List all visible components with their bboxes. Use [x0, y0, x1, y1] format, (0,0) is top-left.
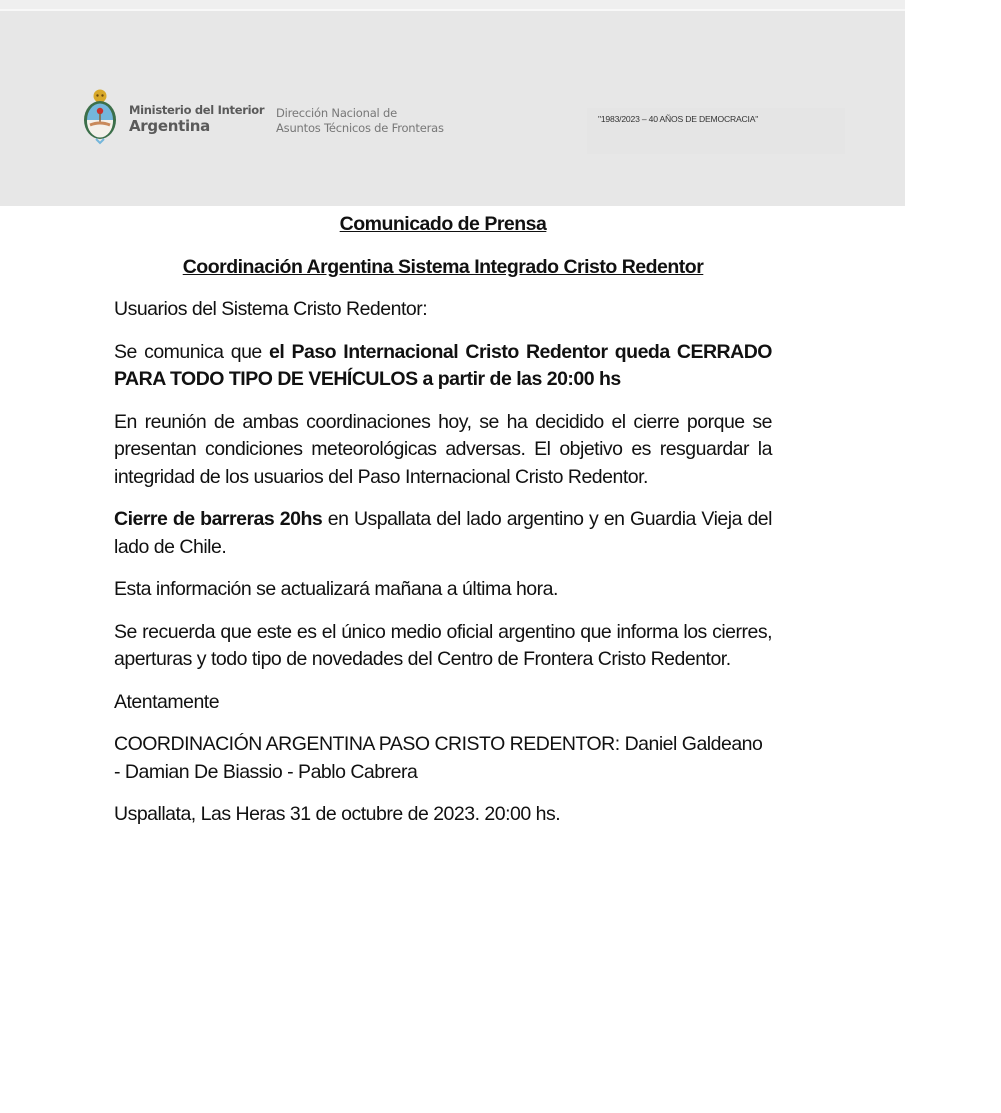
official-notice: Se recuerda que este es el único medio oficial argentino que informa los cierres, aperturas y todo tipo de novedades del Centro de Frontera Cristo Redentor. [114, 620, 772, 670]
directorate-line-1: Dirección Nacional de [276, 106, 397, 120]
document-title: Comunicado de Prensa [339, 213, 547, 235]
closing: Atentamente [114, 690, 220, 713]
sun-crest [94, 90, 107, 103]
press-release-body [114, 210, 772, 844]
country-name: Argentina [129, 117, 211, 135]
barrier-closure-bold: Cierre de barreras 20hs [114, 508, 323, 530]
barrier-closure [114, 506, 772, 561]
signatories: COORDINACIÓN ARGENTINA PASO CRISTO REDENTOR: Daniel Galdeano - Damian De Biassio - Pablo Cabrera [114, 733, 763, 783]
letterhead-top-strip [0, 0, 905, 11]
announcement-intro: Se comunica que [114, 340, 269, 363]
announcement-bold: el Paso Internacional Cristo Redentor queda CERRADO PARA TODO TIPO DE VEHÍCULOS a partir de las 20:00 hs [114, 340, 772, 390]
ministry-logo-text [129, 103, 264, 135]
greeting: Usuarios del Sistema Cristo Redentor: [114, 298, 428, 320]
motto-text: "1983/2023 – 40 AÑOS DE DEMOCRACIA" [598, 114, 759, 124]
ministry-name: Ministerio del Interior [129, 103, 265, 117]
directorate-name [276, 106, 444, 136]
closure-reason: En reunión de ambas coordinaciones hoy, se ha decidido el cierre porque se presentan condiciones meteorológicas adversas. El objetivo es resguardar la integridad de los usuarios del Paso Internacional Cristo Redentor. [114, 410, 772, 488]
update-notice: Esta información se actualizará mañana a última hora. [114, 578, 558, 600]
document-subtitle: Coordinación Argentina Sistema Integrado Cristo Redentor [182, 256, 704, 278]
closure-announcement [114, 339, 772, 394]
directorate-line-2: Asuntos Técnicos de Fronteras [276, 121, 444, 135]
place-date: Uspallata, Las Heras 31 de octubre de 2023. 20:00 hs. [114, 803, 561, 825]
argentina-coat-of-arms-icon [80, 87, 120, 147]
barrier-closure-rest: en Uspallata del lado argentino y en Guardia Vieja del lado de Chile. [114, 508, 772, 558]
